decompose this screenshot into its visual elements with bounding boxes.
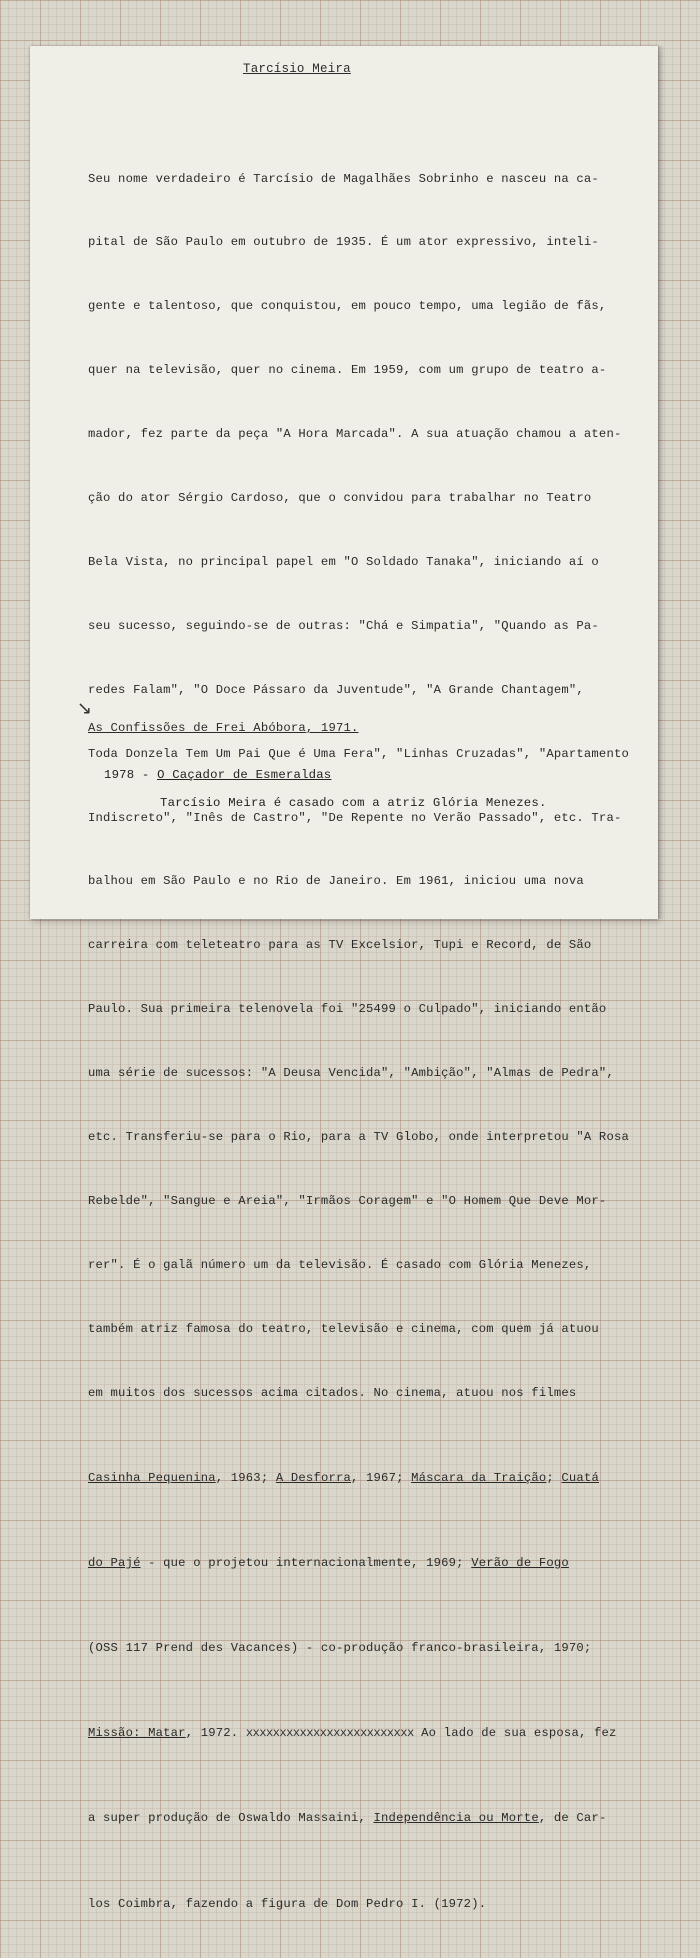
insert-arrow-icon: ↘: [77, 698, 93, 719]
text-line: seu sucesso, seguindo-se de outras: "Chá e Simpatia", "Quando as Pa-: [88, 618, 599, 633]
footer-year: 1978 -: [104, 768, 158, 782]
text-line: ção do ator Sérgio Cardoso, que o convidou para trabalhar no Teatro: [88, 491, 592, 506]
footer-note: Tarcísio Meira é casado com a atriz Glória Menezes.: [160, 796, 547, 810]
text-line: em muitos dos sucessos acima citados. No cinema, atuou nos filmes: [88, 1385, 577, 1400]
text-line: Indiscreto", "Inês de Castro", "De Repente no Verão Passado", etc. Tra-: [88, 810, 622, 825]
page-shadow: [658, 46, 664, 919]
text-line: Rebelde", "Sangue e Areia", "Irmãos Coragem" e "O Homem Que Deve Mor-: [88, 1193, 607, 1208]
film-title: Missão: Matar: [88, 1726, 186, 1741]
film-title: Cuatá: [561, 1470, 599, 1485]
films-line: [88, 1553, 629, 1574]
footer-film-title: O Caçador de Esmeraldas: [157, 768, 332, 782]
film-title: do Pajé: [88, 1555, 141, 1570]
film-year: , 1971.: [305, 721, 359, 735]
text-line: uma série de sucessos: "A Deusa Vencida", "Ambição", "Almas de Pedra",: [88, 1066, 614, 1081]
added-film-line: [88, 721, 359, 735]
film-title: As Confissões de Frei Abóbora: [88, 721, 306, 735]
films-line: (OSS 117 Prend des Vacances) - co-produção franco-brasileira, 1970;: [88, 1641, 592, 1656]
film-title: Casinha Pequenina: [88, 1470, 216, 1485]
text-line: gente e talentoso, que conquistou, em pouco tempo, uma legião de fãs,: [88, 299, 607, 314]
film-year: , 1972.: [185, 1726, 246, 1741]
separator: ;: [546, 1470, 562, 1485]
struck-out-text: xxxxxxxxxxxxxxxxxxxxxxxxx: [245, 1726, 414, 1741]
films-line: [88, 1723, 629, 1744]
films-line: [88, 1468, 629, 1489]
text-line: Bela Vista, no principal papel em "O Soldado Tanaka", iniciando aí o: [88, 554, 599, 569]
typewritten-page: [30, 46, 658, 1911]
film-title: Independência ou Morte: [373, 1811, 539, 1826]
films-line: los Coimbra, fazendo a figura de Dom Pedro I. (1972).: [88, 1896, 487, 1911]
film-year: , 1963;: [215, 1470, 276, 1485]
text-line: quer na televisão, quer no cinema. Em 1959, com um grupo de teatro a-: [88, 363, 607, 378]
text-line: mador, fez parte da peça "A Hora Marcada". A sua atuação chamou a aten-: [88, 427, 622, 442]
text-line: Paulo. Sua primeira telenovela foi "25499 o Culpado", iniciando então: [88, 1002, 607, 1017]
films-line: [88, 1808, 629, 1829]
text-line: pital de São Paulo em outubro de 1935. É um ator expressivo, inteli-: [88, 235, 599, 250]
film-title: Máscara da Traição: [411, 1470, 547, 1485]
text-line: Seu nome verdadeiro é Tarcísio de Magalhães Sobrinho e nasceu na ca-: [88, 171, 599, 186]
text-line: carreira com teleteatro para as TV Excelsior, Tupi e Record, de São: [88, 938, 592, 953]
film-title: A Desforra: [275, 1470, 351, 1485]
text-line: também atriz famosa do teatro, televisão e cinema, com quem já atuou: [88, 1321, 599, 1336]
text-line: rer". É o galã número um da televisão. É casado com Glória Menezes,: [88, 1257, 592, 1272]
film-note: Ao lado de sua esposa, fez: [413, 1726, 617, 1741]
text-line: etc. Transferiu-se para o Rio, para a TV Globo, onde interpretou "A Rosa: [88, 1129, 629, 1144]
footer-film-line: [104, 768, 331, 782]
text-line: Toda Donzela Tem Um Pai Que é Uma Fera", "Linhas Cruzadas", "Apartamento: [88, 746, 629, 761]
film-note: a super produção de Oswaldo Massaini,: [88, 1811, 374, 1826]
film-title: Verão de Fogo: [471, 1555, 569, 1570]
film-note: - que o projetou internacionalmente, 1969;: [140, 1555, 472, 1570]
biography-text: [88, 126, 629, 1958]
page-title: Tarcísio Meira: [243, 62, 351, 76]
film-year: , 1967;: [351, 1470, 412, 1485]
text-line: redes Falam", "O Doce Pássaro da Juventude", "A Grande Chantagem",: [88, 682, 584, 697]
film-note: , de Car-: [538, 1811, 607, 1826]
text-line: balhou em São Paulo e no Rio de Janeiro. Em 1961, iniciou uma nova: [88, 874, 584, 889]
